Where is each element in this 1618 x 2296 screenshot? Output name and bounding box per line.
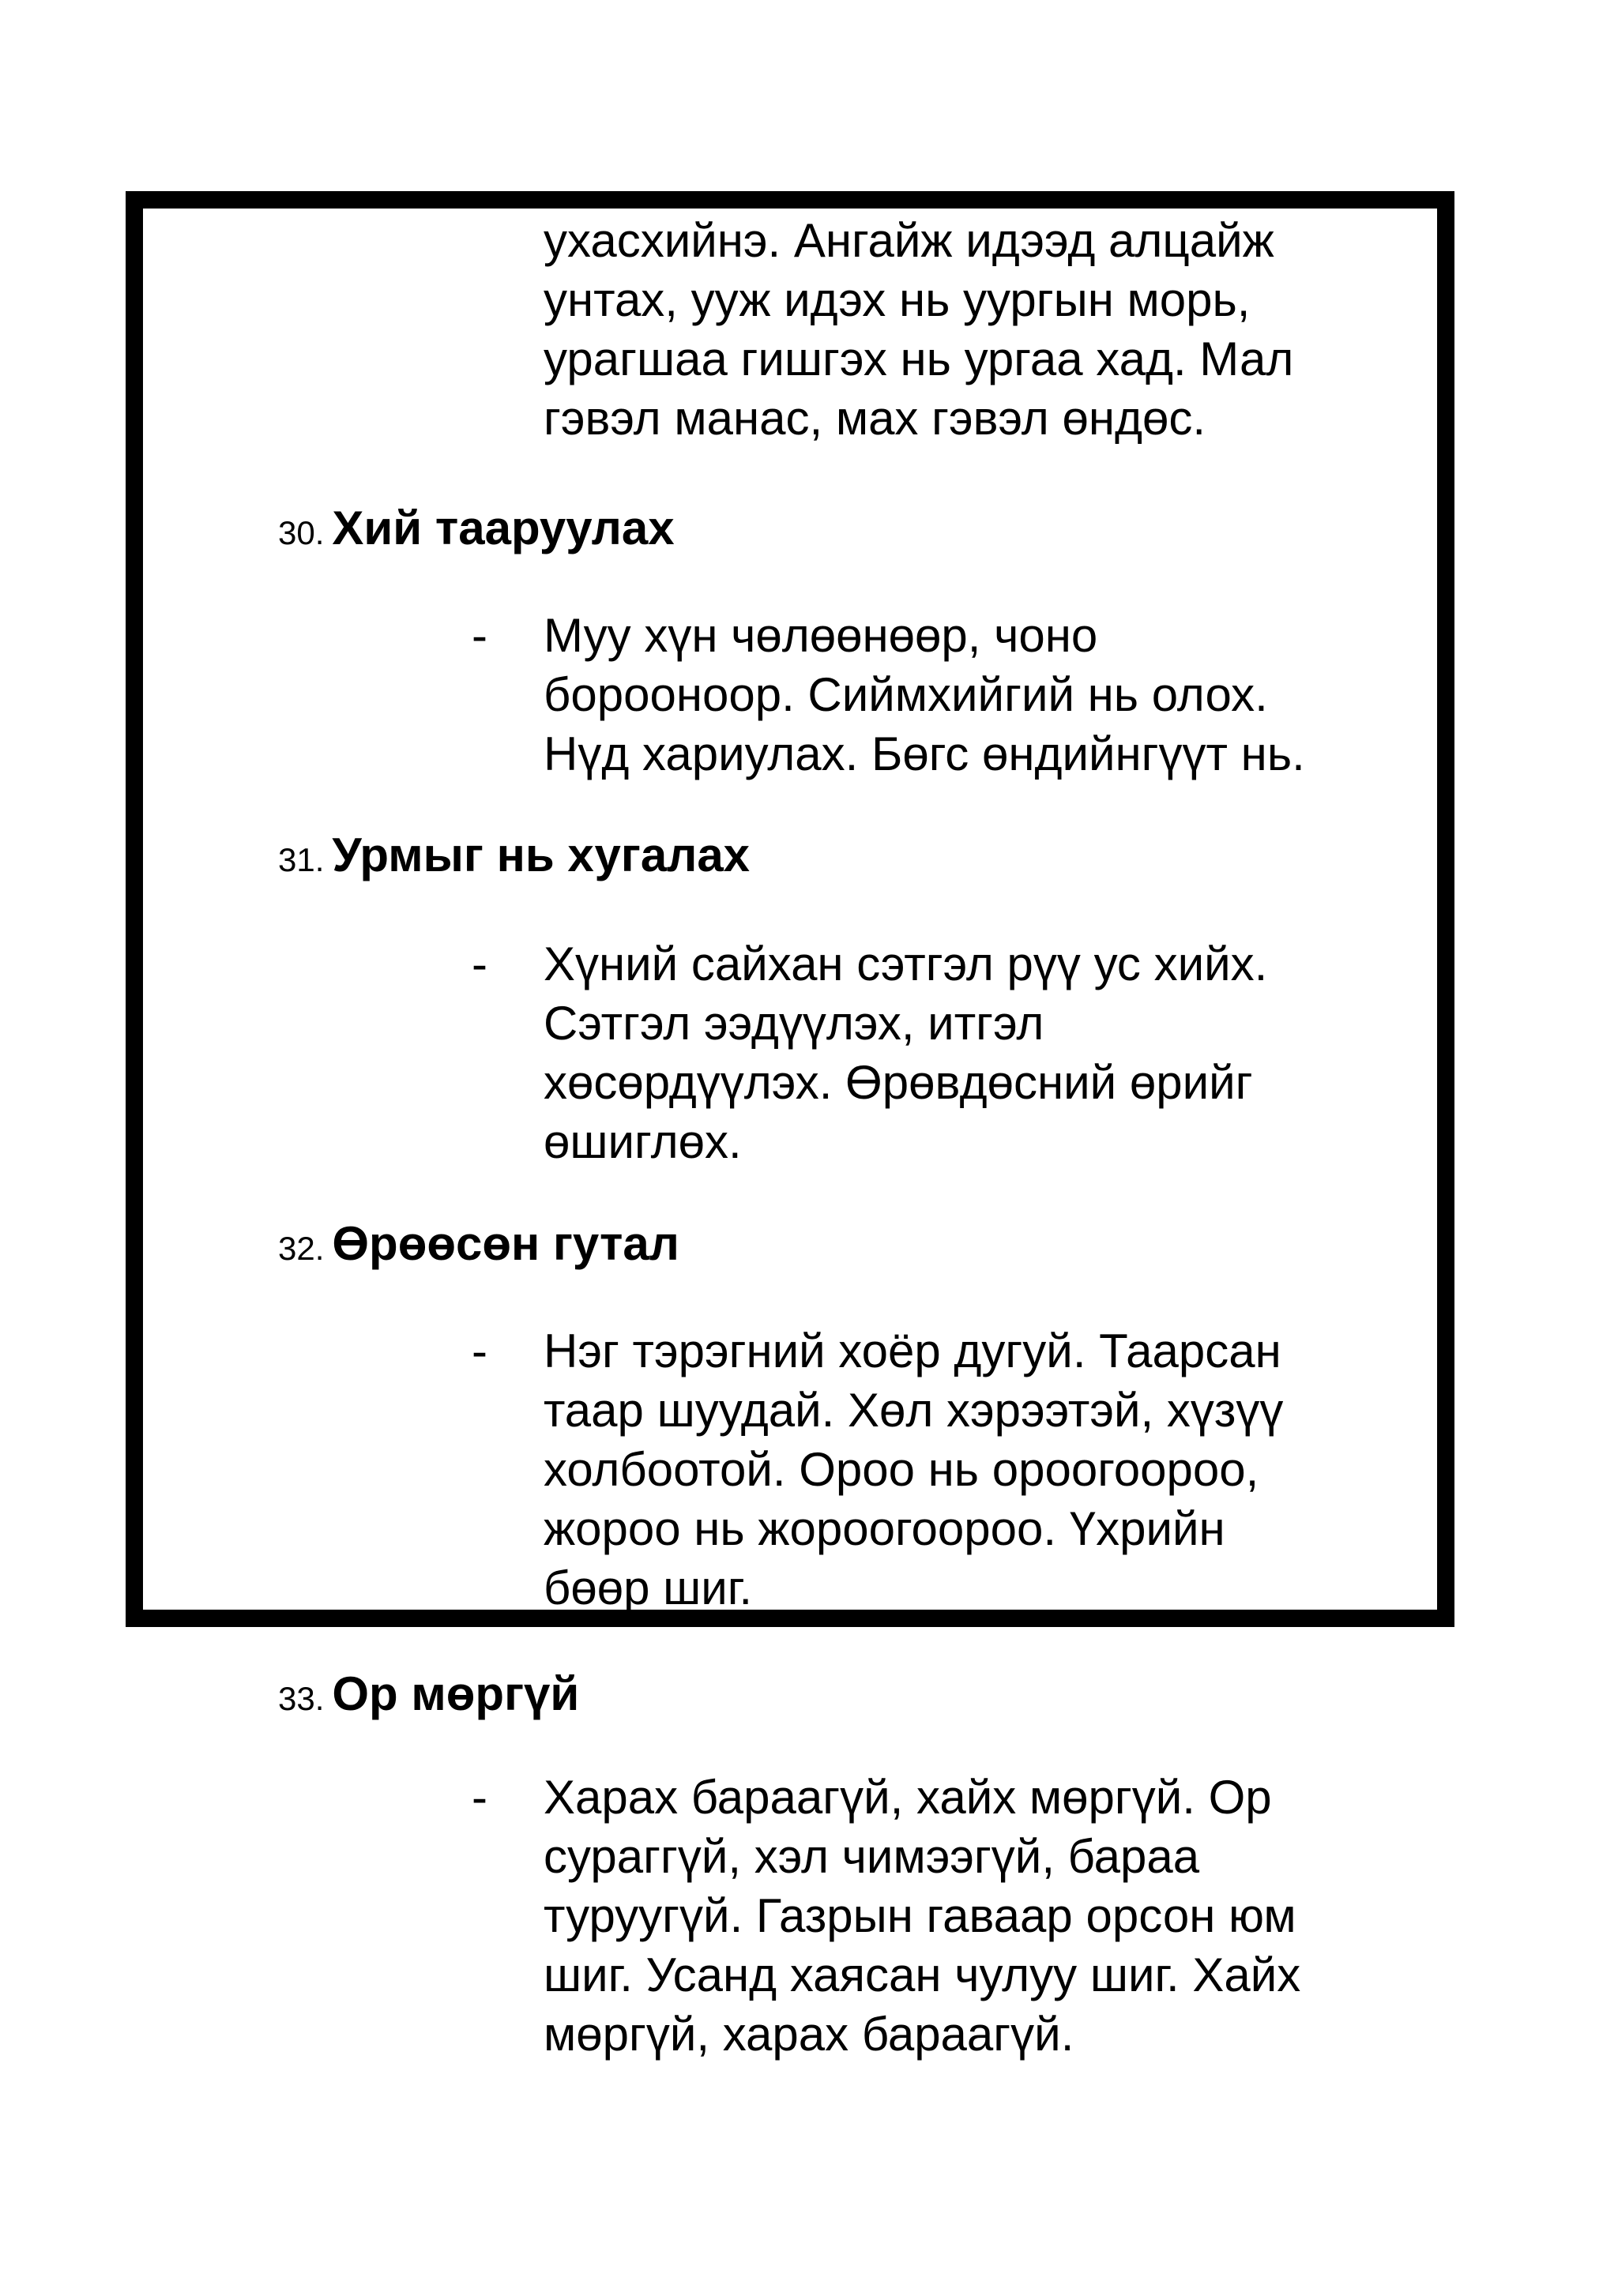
- list-dash: -: [472, 609, 487, 662]
- entry-heading-31: [278, 828, 750, 882]
- text-line: урагшаа гишгэх нь ургаа хад. Мал: [544, 333, 1294, 385]
- entry-heading-33: [278, 1667, 579, 1721]
- text-line: туруугүй. Газрын гаваар орсон юм: [544, 1889, 1296, 1942]
- text-line: Нэг тэрэгний хоёр дугуй. Таарсан: [544, 1325, 1281, 1377]
- entry-description-32: [544, 1321, 1444, 1618]
- text-line: мөргүй, харах бараагүй.: [544, 2008, 1074, 2061]
- entry-heading-30: [278, 501, 675, 555]
- entry-description-31: [544, 934, 1444, 1171]
- text-line: Хүний сайхан сэтгэл рүү ус хийх.: [544, 938, 1268, 990]
- text-line: Нүд хариулах. Бөгс өндийнгүүт нь.: [544, 727, 1305, 780]
- text-line: Муу хүн чөлөөнөөр, чоно: [544, 609, 1098, 662]
- text-line: хөсөрдүүлэх. Өрөвдөсний өрийг: [544, 1056, 1253, 1109]
- text-line: гэвэл манас, мах гэвэл өндөс.: [544, 392, 1206, 445]
- entry-description-30: [544, 606, 1444, 783]
- list-dash: -: [472, 1325, 487, 1377]
- list-dash: -: [472, 938, 487, 990]
- entry-title: Урмыг нь хугалах: [332, 829, 751, 881]
- text-line: шиг. Усанд хаясан чулуу шиг. Хайх: [544, 1948, 1301, 2001]
- text-line: жороо нь жороогоороо. Үхрийн: [544, 1502, 1225, 1555]
- entry-title: Ор мөргүй: [332, 1667, 580, 1720]
- continuation-paragraph: [544, 211, 1444, 448]
- text-line: холбоотой. Ороо нь ороогоороо,: [544, 1443, 1259, 1496]
- entry-number: 32.: [278, 1230, 325, 1267]
- entry-number: 33.: [278, 1680, 325, 1717]
- text-line: Сэтгэл ээдүүлэх, итгэл: [544, 997, 1044, 1050]
- text-line: таар шуудай. Хөл хэрээтэй, хүзүү: [544, 1384, 1284, 1437]
- text-line: бөөр шиг.: [544, 1561, 753, 1614]
- entry-title: Өрөөсөн гутал: [332, 1217, 679, 1270]
- text-line: өшиглөх.: [544, 1115, 742, 1168]
- text-line: сураггүй, хэл чимээгүй, бараа: [544, 1830, 1200, 1883]
- entry-number: 31.: [278, 841, 325, 878]
- entry-number: 30.: [278, 514, 325, 551]
- list-dash: -: [472, 1771, 487, 1824]
- text-line: ухасхийнэ. Ангайж идээд алцайж: [544, 214, 1274, 267]
- text-line: унтах, ууж идэх нь уургын морь,: [544, 273, 1251, 326]
- text-line: Харах бараагүй, хайх мөргүй. Ор: [544, 1771, 1272, 1824]
- entry-description-33: [544, 1768, 1444, 2064]
- entry-title: Хий тааруулах: [332, 502, 675, 554]
- text-line: бороонoор. Сиймхийгий нь олох.: [544, 668, 1268, 721]
- entry-heading-32: [278, 1216, 679, 1271]
